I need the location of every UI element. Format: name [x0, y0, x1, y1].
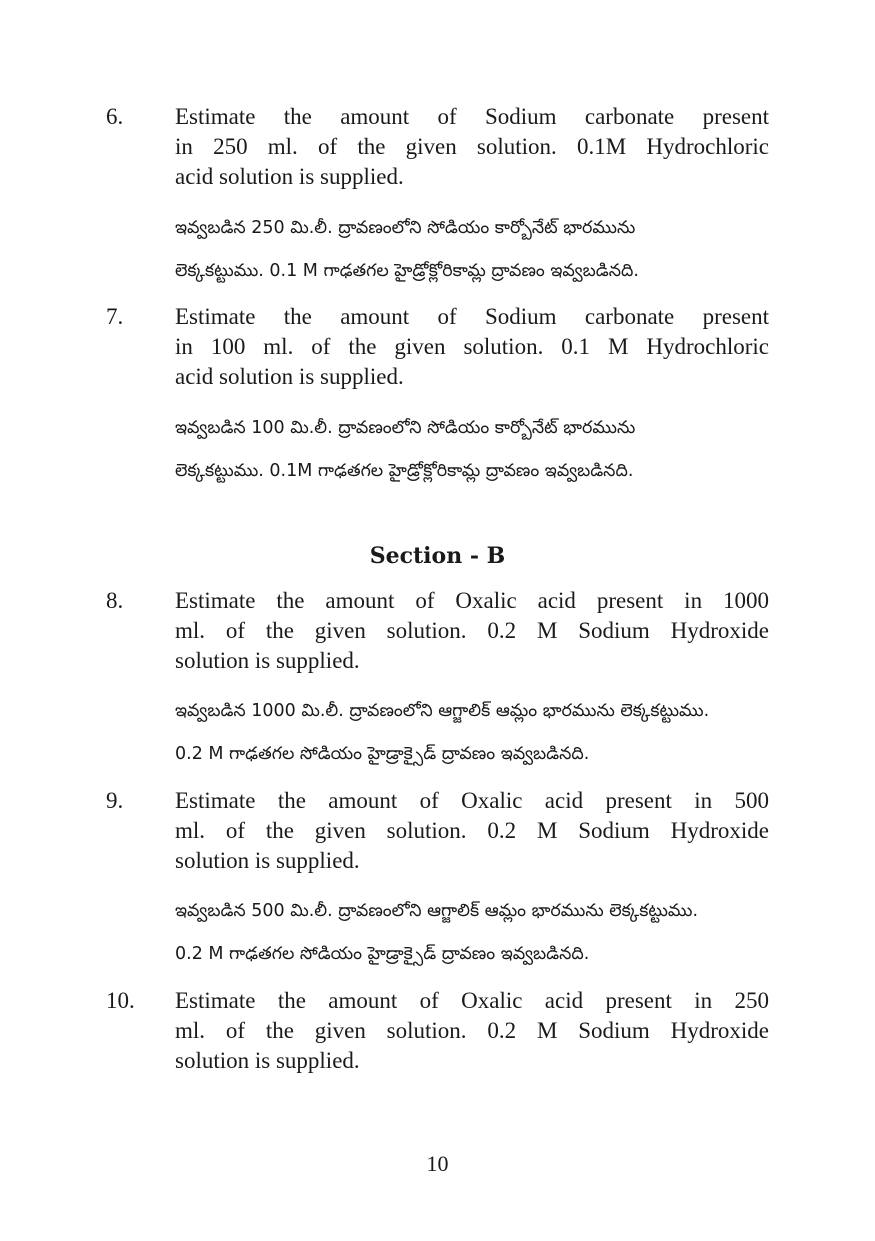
question-english-text: Estimate the amount of Sodium carbonate present in 250 ml. of the given solution. 0.1M Hydrochloric acid solution is supplied. — [175, 104, 769, 189]
question-english-text: Estimate the amount of Oxalic acid present in 1000 ml. of the given solution. 0.2 M Sodium Hydroxide solution is supplied. — [175, 588, 769, 673]
question-number: 8. — [106, 588, 124, 613]
question-telugu-text: ఇవ్వబడిన 1000 మి.లీ. ద్రావణంలోని ఆగ్జాలిక్ ఆమ్లం భారమును లెక్కకట్టుము. 0.2 M గాఢతగల సోడియం హైడ్రాక్సైడ్ ద్రావణం ఇవ్వబడినది. — [175, 701, 710, 764]
question-telugu-text: ఇవ్వబడిన 500 మి.లీ. ద్రావణంలోని ఆగ్జాలిక్ ఆమ్లం భారమును లెక్కకట్టుము. 0.2 M గాఢతగల సోడియం హైడ్రాక్సైడ్ ద్రావణం ఇవ్వబడినది. — [175, 901, 699, 964]
page-number: 10 — [426, 1151, 449, 1176]
question-number: 9. — [106, 788, 124, 813]
question-number: 10. — [106, 988, 135, 1013]
question-telugu-text: ఇవ్వబడిన 250 మి.లీ. ద్రావణంలోని సోడియం కార్బోనేట్ భారమును లెక్కకట్టుము. 0.1 M గాఢతగల హైడ్రోక్లోరికామ్ల ద్రావణం ఇవ్వబడినది. — [175, 218, 639, 281]
question-english-text: Estimate the amount of Oxalic acid present in 250 ml. of the given solution. 0.2 M Sodium Hydroxide solution is supplied. — [175, 988, 769, 1073]
question-english-text: Estimate the amount of Oxalic acid present in 500 ml. of the given solution. 0.2 M Sodium Hydroxide solution is supplied. — [175, 788, 769, 873]
section-heading: Section - B — [369, 543, 506, 569]
question-telugu-text: ఇవ్వబడిన 100 మి.లీ. ద్రావణంలోని సోడియం కార్బోనేట్ భారమును లెక్కకట్టుము. 0.1M గాఢతగల హైడ్రోక్లోరికామ్ల ద్రావణం ఇవ్వబడినది. — [175, 418, 636, 481]
question-english-text: Estimate the amount of Sodium carbonate present in 100 ml. of the given solution. 0.1 M Hydrochloric acid solution is supplied. — [175, 304, 769, 389]
question-number: 7. — [106, 304, 124, 329]
question-number: 6. — [106, 104, 124, 129]
